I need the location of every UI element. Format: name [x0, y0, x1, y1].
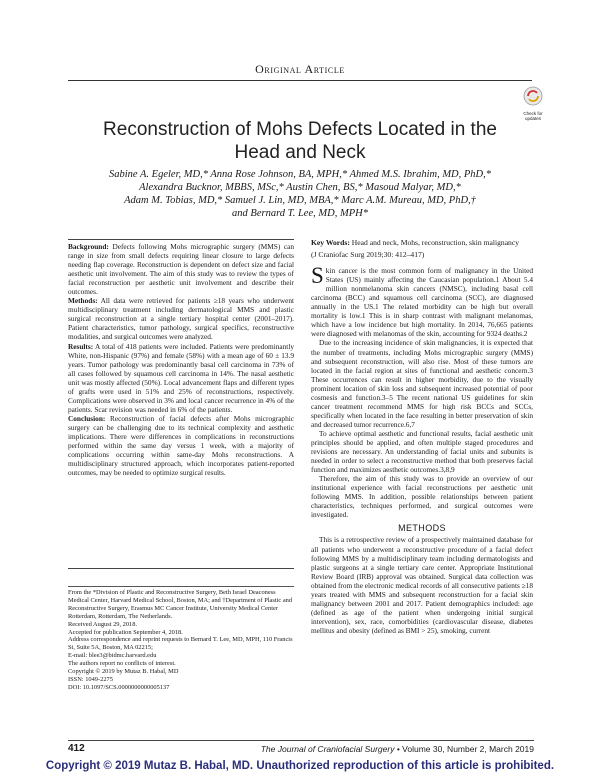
issn: ISSN: 1049-2275: [68, 675, 113, 683]
doi-link[interactable]: DOI: 10.1097/SCS.0000000000005137: [68, 683, 170, 691]
abstract-bottom-rule: [68, 568, 294, 569]
abstract-top-rule: [68, 239, 294, 240]
journal-footer: [261, 744, 534, 754]
body-paragraph: Therefore, the aim of this study was to provide an overview of our institutional experience with facial reconstructions per aesthetic unit following MMS. In addition, possible relationships between patient characteristics, techniques performed, and surgical outcomes were investigated.: [311, 474, 533, 520]
badge-label-1: Check for: [523, 111, 543, 116]
header-rule: [68, 80, 532, 81]
citation: (J Craniofac Surg 2019;30: 412–417): [311, 250, 425, 260]
article-type-header: Original Article: [255, 62, 345, 76]
author-line: Adam M. Tobias, MD,* Samuel J. Lin, MD, MBA,* Marc A.M. Mureau, MD, PhD,†: [124, 195, 476, 206]
title-line: Reconstruction of Mohs Defects Located in the: [103, 119, 497, 140]
affiliation-note: From the *Division of Plastic and Reconstructive Surgery, Beth Israel Deaconess Medical Center, Harvard Medical School, Boston, MA; and †Department of Plastic and Reconstructive Surgery, Erasmus MC Cancer Institute, University Medical Center Rotterdam, Rotterdam, The Netherlands.: [68, 589, 293, 620]
results-label: Results:: [68, 341, 94, 351]
volume-info: • Volume 30, Number 2, March 2019: [396, 744, 534, 754]
body-paragraph: Due to the increasing incidence of skin malignancies, it is expected that the number of treatments, including Mohs micrographic surgery (MMS) and subsequent reconstruction, will also rise. Most of these tumors are located in the facial region at sites of functional and aesthetic concern.3 These occurrences can result in higher morbidity, due to the visually prominent location of skin loss and subsequent increased potential of poor cosmesis and function.3–5 The recent national US guidelines for skin cancer treatment recommend MMS for high risk BCCs and SCCs, specifically when located in the face resulting in better preservation of skin and decreased tumor recurrence.6,7: [311, 338, 533, 429]
abstract: [68, 242, 294, 477]
abstract-conclusion: Conclusion: Reconstruction of facial defects after Mohs micrographic surgery can be challenging due to its technical complexity and aesthetic implications. There were differences in complications in reconstructions performed within the same day versus 1 week, with a majority of complications occurring within same-day Mohs reconstructions. A multidisciplinary structured approach, which incorporates patient-reported outcomes, may be needed to optimize surgical results.: [68, 413, 294, 478]
abstract-methods: Methods: All data were retrieved for patients ≥18 years who underwent multidisciplinary treatment including dermatological MMS and plastic surgical reconstruction at a single tertiary hospital center (2001–2017). Patient characteristics, tumor pathology, surgical specifics, reconstructive modalities, and surgical outcomes were analyzed.: [68, 296, 295, 342]
check-for-updates-badge[interactable]: [514, 86, 552, 122]
methods-heading: METHODS: [398, 523, 446, 534]
abstract-background: Background: Defects following Mohs micrographic surgery (MMS) can range in size from small defects requiring linear closure to large defects needing flap coverage. Reconstruction is dependent on defect size and facial aesthetic unit involvement. The aim of this study was to review the types of facial reconstruction per aesthetic unit involvement and describe their outcomes.: [68, 242, 294, 297]
methods-label: Methods:: [68, 296, 98, 306]
correspondence-note: Address correspondence and reprint requests to Bernard T. Lee, MD, MPH, 110 Francis St, Suite 5A, Boston, MA 02215;: [68, 636, 293, 652]
author-line: Sabine A. Egeler, MD,* Anna Rose Johnson, BA, MPH,* Ahmed M.S. Ibrahim, MD, PhD,*: [108, 169, 492, 180]
article-body: [311, 238, 533, 635]
body-paragraph: To achieve optimal aesthetic and functional results, facial aesthetic unit principles should be applied, and often multiple staged procedures and revisions are necessary. An understanding of facial units and subunits is needed in order to select a reconstructive method that both preserves facial function and maximizes aesthetic outcomes.3,8,9: [311, 428, 533, 475]
copyright-note: Copyright © 2019 by Mutaz B. Habal, MD: [68, 668, 179, 676]
author-list: [80, 168, 520, 220]
keywords: Key Words: Head and neck, Mohs, reconstruction, skin malignancy: [311, 238, 520, 247]
page-number: 412: [68, 743, 85, 754]
author-line: and Bernard T. Lee, MD, MPH*: [232, 208, 368, 219]
drop-cap: S: [311, 263, 324, 289]
conflict-note: The authors report no conflicts of interest.: [68, 660, 176, 668]
badge-label-2: updates: [524, 116, 541, 121]
author-line: Alexandra Bucknor, MBBS, MSc,* Austin Chen, BS,* Masoud Malyar, MD,*: [139, 182, 461, 193]
journal-name: The Journal of Craniofacial Surgery: [260, 744, 395, 754]
footer-rule: [68, 740, 534, 741]
keywords-label: Key Words:: [311, 238, 350, 247]
copyright-banner: Copyright © 2019 Mutaz B. Habal, MD. Unauthorized reproduction of this article is prohibited.: [45, 760, 555, 772]
intro-paragraph: Skin cancer is the most common form of malignancy in the United States (US) mainly affecting the Caucasian population.1 About 5.4 million nonmelanoma skin cancers (NMSC), including basal cell carcinoma (BCC) and squamous cell carcinoma (SCC), are diagnosed annually in the US.1 The related morbidity can be high but overall mortality is low.1 This is in sharp contrast with malignant melanomas, which have a low incidence but high mortality. In 2014, 76,665 patients were diagnosed with melanomas of the skin, accounting for 9324 deaths.2: [311, 263, 533, 339]
background-label: Background:: [68, 242, 109, 251]
footnote-rule: [68, 586, 294, 587]
article-title: [100, 118, 500, 164]
title-line: Head and Neck: [234, 142, 366, 163]
body-paragraph: This is a retrospective review of a prospectively maintained database for all patients who underwent a reconstructive procedure of a facial defect following MMS by a multidisciplinary team including dermatologists and plastic surgeons at a single tertiary care center. Appropriate Institutional Review Board (IRB) approval was obtained. Surgical data collection was obtained from the electronic medical records of all consecutive patients ≥18 years treated with MMS and subsequent reconstruction for a facial skin malignancy between 2001 and 2017. Patient demographics included: age (defined as age of the patient when undergoing initial surgical intervention), sex, race, comorbidities (cardiovascular disease, diabetes mellitus and obesity (defined as BMI > 25), smoking, current: [311, 535, 533, 635]
article-footnotes: [68, 589, 294, 692]
abstract-results: Results: A total of 418 patients were included. Patients were predominantly White, non-Hispanic (97%) and female (58%) with a mean age of 60 ± 13.9 years. Tumor pathology was predominantly basal cell carcinoma in 73% of all cases followed by squamous cell carcinoma in 14%. The nasal aesthetic unit was mostly affected (50%). Local advancement flaps and different types of grafts were used in 51% and 25% of reconstructions, respectively. Complications were observed in 3% and local cancer recurrence in 4% of the patients. Scar revision was needed in 6% of the patients.: [68, 341, 294, 414]
email-link[interactable]: E-mail: blee3@bidmc.harvard.edu: [68, 652, 157, 660]
conclusion-label: Conclusion:: [68, 413, 106, 423]
received-date: Received August 29, 2018.: [68, 620, 138, 628]
accepted-date: Accepted for publication September 4, 2018.: [68, 628, 183, 636]
refresh-icon: [523, 86, 543, 106]
